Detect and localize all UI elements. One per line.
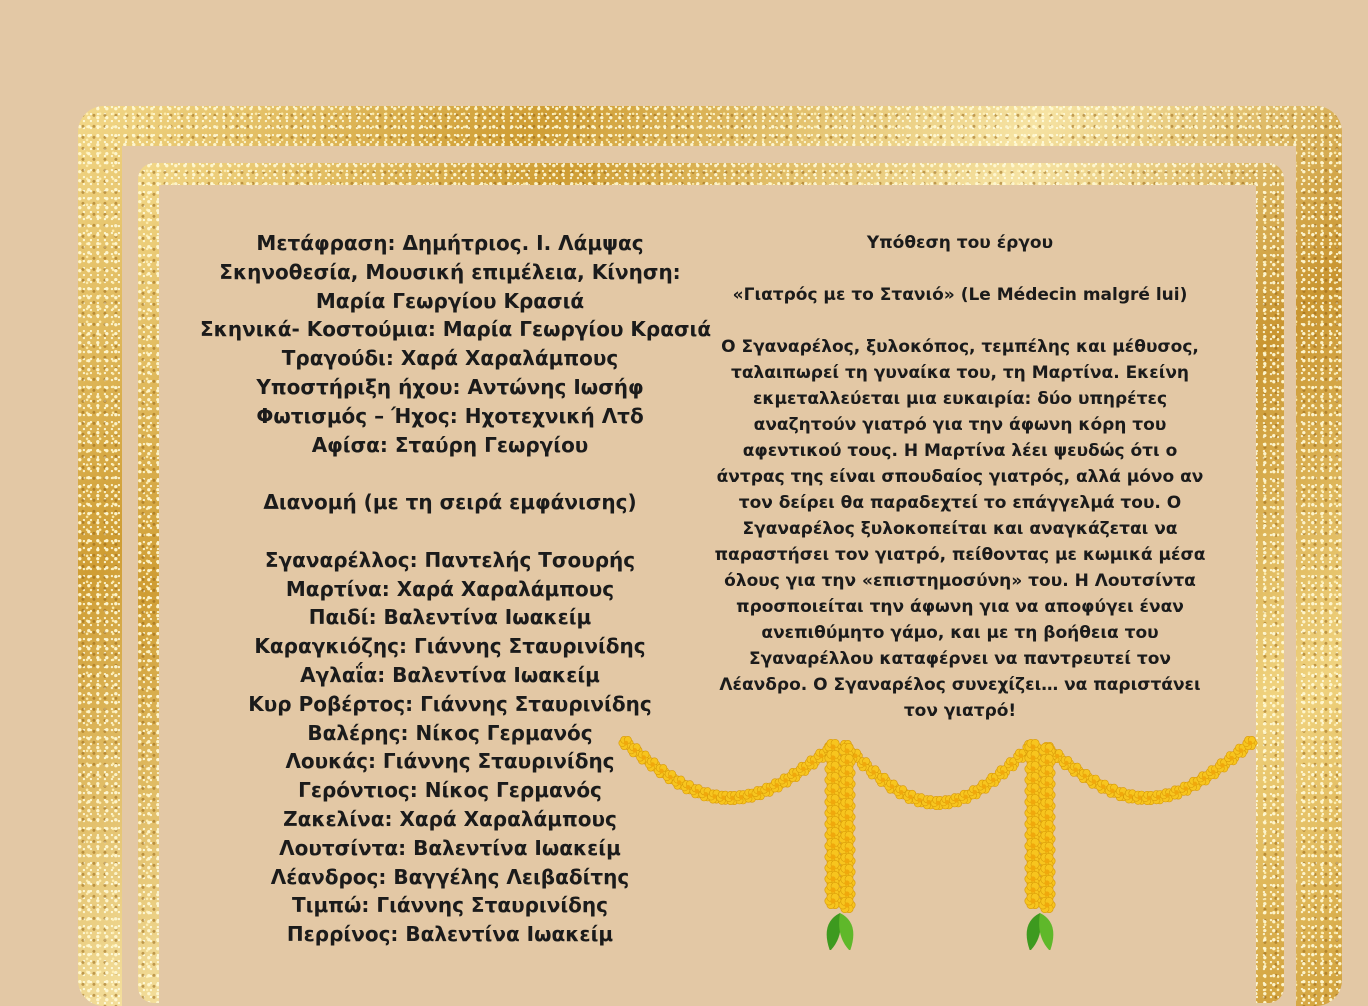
credit-translation: Μετάφραση: Δημήτριος. Ι. Λάμψας [256, 231, 644, 255]
cast-member: Γερόντιος: Νίκος Γερμανός [298, 778, 602, 803]
synopsis-line: Ο Σγαναρέλος, ξυλοκόπος, τεμπέλης και μέθυσος, [721, 337, 1199, 357]
synopsis-line: παραστήσει τον γιατρό, πείθοντας με κωμικά μέσα [714, 545, 1206, 565]
credit-direction: Σκηνοθεσία, Μουσική επιμέλεια, Κίνηση: [219, 259, 681, 284]
cast-member: Σγαναρέλλος: Παντελής Τσουρής [264, 547, 636, 572]
cast-member: Μαρτίνα: Χαρά Χαραλάμπους [285, 576, 615, 601]
cast-member: Ζακελίνα: Χαρά Χαραλάμπους [283, 806, 617, 831]
synopsis-line: ταλαιπωρεί τη γυναίκα του, τη Μαρτίνα. Εκείνη [730, 363, 1190, 383]
credit-sound-support: Υποστήριξη ήχου: Αντώνης Ιωσήφ [256, 374, 644, 399]
cast-member: Καραγκιόζης: Γιάννης Σταυρινίδης [254, 634, 646, 659]
cast-member: Περρίνος: Βαλεντίνα Ιωακείμ [286, 922, 614, 947]
spacer [712, 256, 1208, 282]
credit-poster: Αφίσα: Σταύρη Γεωργίου [311, 432, 589, 457]
credit-lighting-sound: Φωτισμός – Ήχος: Ηχοτεχνική Λτδ [256, 403, 644, 428]
synopsis-column [712, 230, 1208, 724]
synopsis-line: Σγαναρέλλου καταφέρνει να παντρευτεί τον [749, 649, 1171, 669]
synopsis-line: όλους για την «επιστημοσύνη» του. Η Λουτσίντα [724, 571, 1196, 591]
credit-direction-name: Μαρία Γεωργίου Κρασιά [315, 288, 585, 313]
marigold-garland-icon [618, 735, 1258, 950]
synopsis-line: ανεπιθύμητο γάμο, και με τη βοήθεια του [761, 623, 1159, 643]
synopsis-line: άντρας της είναι σπουδαίος γιατρός, αλλά μόνο αν [716, 467, 1204, 487]
cast-member: Κυρ Ροβέρτος: Γιάννης Σταυρινίδης [248, 691, 652, 716]
cast-member: Βαλέρης: Νίκος Γερμανός [307, 720, 593, 745]
cast-member: Τιμπώ: Γιάννης Σταυρινίδης [292, 893, 608, 918]
spacer [200, 459, 700, 488]
synopsis-heading: Υπόθεση του έργου [866, 233, 1054, 253]
synopsis-line: εκμεταλλεύεται μια ευκαιρία: δύο υπηρέτες [752, 389, 1168, 409]
cast-member: Παιδί: Βαλεντίνα Ιωακείμ [308, 605, 592, 630]
cast-heading: Διανομή (με τη σειρά εμφάνισης) [263, 490, 637, 515]
credit-sets-costumes: Σκηνικά- Κοστούμια: Μαρία Γεωργίου Κρασιά [200, 317, 712, 342]
play-title: «Γιατρός με το Στανιό» (Le Médecin malgré lui) [732, 285, 1188, 305]
credit-song: Τραγούδι: Χαρά Χαραλάμπους [281, 346, 619, 371]
synopsis-line: τον γιατρό! [903, 701, 1017, 721]
synopsis-line: τον δείρει θα παραδεχτεί το επάγγελμά του. Ο [738, 493, 1182, 513]
synopsis-line: αφεντικού τους. Η Μαρτίνα λέει ψευδώς ότι ο [742, 441, 1178, 461]
spacer [712, 308, 1208, 334]
cast-member: Λέανδρος: Βαγγέλης Λειβαδίτης [270, 864, 630, 889]
synopsis-line: Σγαναρέλος ξυλοκοπείται και αναγκάζεται να [742, 519, 1178, 539]
spacer [200, 517, 700, 546]
synopsis-body [712, 334, 1208, 724]
synopsis-line: Λέανδρο. Ο Σγαναρέλος συνεχίζει… να παριστάνει [719, 675, 1201, 695]
synopsis-line: αναζητούν γιατρό για την άφωνη κόρη του [753, 415, 1167, 435]
synopsis-line: προσποιείται την άφωνη για να αποφύγει έναν [736, 597, 1184, 617]
cast-member: Λουτσίντα: Βαλεντίνα Ιωακείμ [279, 835, 621, 860]
cast-member: Λουκάς: Γιάννης Σταυρινίδης [285, 749, 615, 774]
cast-member: Αγλαΐα: Βαλεντίνα Ιωακείμ [300, 662, 600, 687]
